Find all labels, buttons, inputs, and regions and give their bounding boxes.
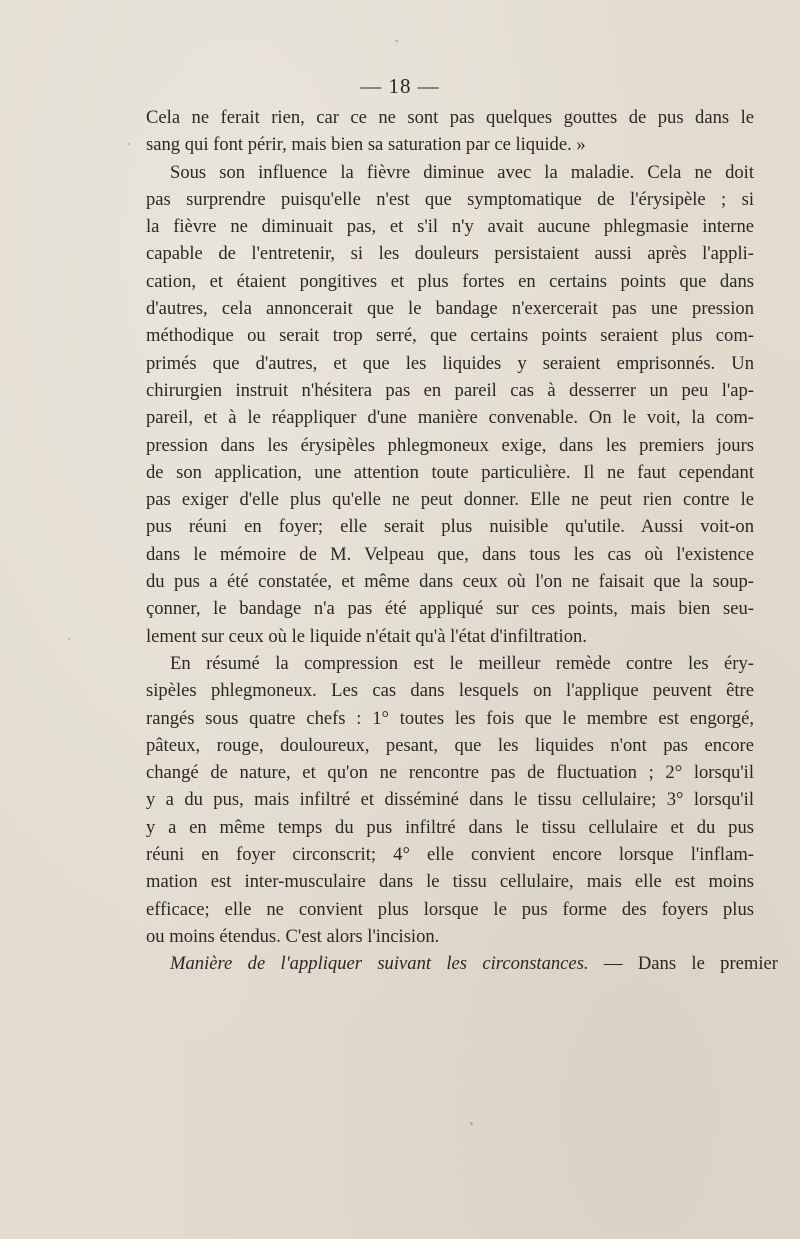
text-line: y a du pus, mais infiltré et disséminé dans le tissu cellulaire; 3° lorsqu'il xyxy=(146,789,754,811)
text-line: du pus a été constatée, et même dans ceux où l'on ne faisait que la soup- xyxy=(146,571,754,593)
section-heading-line xyxy=(146,950,778,977)
text-line: primés que d'autres, et que les liquides y seraient emprisonnés. Un xyxy=(146,352,754,374)
text-line: dans le mémoire de M. Velpeau que, dans tous les cas où l'existence xyxy=(146,543,754,565)
text-line: pâteux, rouge, douloureux, pesant, que les liquides n'ont pas encore xyxy=(146,734,754,756)
text-line: Sous son influence la fièvre diminue avec la maladie. Cela ne doit xyxy=(170,161,754,183)
text-line: pareil, et à le réappliquer d'une manière convenable. On le voit, la com- xyxy=(146,407,754,429)
text-line: pus réuni en foyer; elle serait plus nuisible qu'utile. Aussi voit-on xyxy=(146,516,754,538)
section-text: — Dans le premier xyxy=(588,953,778,975)
text-line: réuni en foyer circonscrit; 4° elle convient encore lorsque l'inflam- xyxy=(146,844,754,866)
text-line: mation est inter-musculaire dans le tissu cellulaire, mais elle est moins xyxy=(146,871,754,893)
text-line: efficace; elle ne convient plus lorsque le pus forme des foyers plus xyxy=(146,898,754,920)
page-number: — 18 — xyxy=(360,74,440,98)
text-line: pas surprendre puisqu'elle n'est que symptomatique de l'érysipèle ; si xyxy=(146,188,754,210)
text-line: la fièvre ne diminuait pas, et s'il n'y avait aucune phlegmasie interne xyxy=(146,216,754,238)
text-line: Cela ne ferait rien, car ce ne sont pas quelques gouttes de pus dans le xyxy=(146,107,754,128)
text-line: cation, et étaient pongitives et plus fortes en certains points que dans xyxy=(146,270,754,292)
text-line: rangés sous quatre chefs : 1° toutes les fois que le membre est engorgé, xyxy=(146,707,754,729)
text-line: sang qui font périr, mais bien sa saturation par ce liquide. » xyxy=(146,134,586,156)
section-heading: Manière de l'appliquer suivant les circonstances. xyxy=(170,953,589,975)
text-line: y a en même temps du pus infiltré dans le tissu cellulaire et du pus xyxy=(146,816,754,838)
text-line: pression dans les érysipèles phlegmoneux exige, dans les premiers jours xyxy=(146,434,754,456)
text-line: capable de l'entretenir, si les douleurs persistaient aussi après l'appli- xyxy=(146,243,754,265)
text-line: de son application, une attention toute particulière. Il ne faut cependant xyxy=(146,461,754,483)
text-line: En résumé la compression est le meilleur remède contre les éry- xyxy=(170,652,754,674)
text-line: lement sur ceux où le liquide n'était qu'à l'état d'infiltration. xyxy=(146,625,587,647)
text-line: méthodique ou serait trop serré, que certains points seraient plus com- xyxy=(146,325,754,347)
text-line: changé de nature, et qu'on ne rencontre pas de fluctuation ; 2° lorsqu'il xyxy=(146,762,754,784)
text-line: sipèles phlegmoneux. Les cas dans lesquels on l'applique peuvent être xyxy=(146,680,754,702)
text-line: d'autres, cela annoncerait que le bandage n'exercerait pas une pression xyxy=(146,298,754,320)
text-line: çonner, le bandage n'a pas été appliqué sur ces points, mais bien seu- xyxy=(146,598,754,620)
body-text xyxy=(146,104,754,950)
text-line: ou moins étendus. C'est alors l'incision. xyxy=(146,925,440,947)
text-line: pas exiger d'elle plus qu'elle ne peut donner. Elle ne peut rien contre le xyxy=(146,489,754,511)
text-line: chirurgien instruit n'hésitera pas en pareil cas à desserrer un peu l'ap- xyxy=(146,379,754,401)
